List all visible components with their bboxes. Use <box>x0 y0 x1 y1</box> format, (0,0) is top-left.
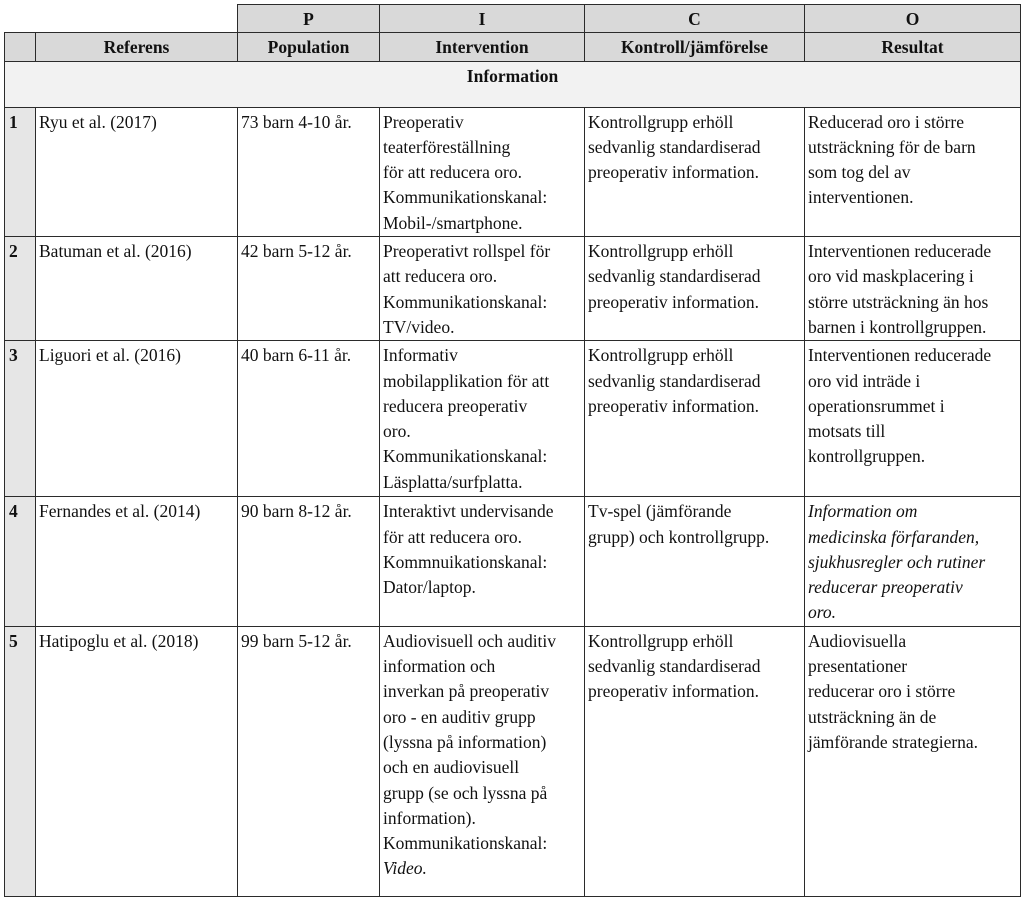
cell-resultat-line: utsträckning för de barn <box>808 136 976 157</box>
section-row <box>5 61 1021 107</box>
pico-c-cell: C <box>585 5 805 33</box>
cell-intervention-line: Video. <box>383 858 427 879</box>
header-referens: Referens <box>36 33 238 61</box>
cell-intervention-line: Mobil-/smartphone. <box>383 212 523 233</box>
table-row <box>5 237 1021 341</box>
pico-o-cell: O <box>805 5 1021 33</box>
cell-resultat-line: sjukhusregler och rutiner <box>808 551 986 572</box>
cell-kontroll-line: sedvanlig standardiserad <box>588 656 761 677</box>
cell-population: 42 barn 5-12 år. <box>238 237 380 341</box>
cell-resultat-line: Reducerad oro i större <box>808 111 964 132</box>
cell-population: 90 barn 8-12 år. <box>238 497 380 626</box>
cell-intervention-line: Kommunikationskanal: <box>383 833 548 854</box>
cell-referens: Fernandes et al. (2014) <box>36 497 238 626</box>
pico-table <box>4 4 1021 897</box>
cell-kontroll-line: sedvanlig standardiserad <box>588 370 761 391</box>
cell-intervention <box>380 497 585 626</box>
cell-kontroll-line: preoperativ information. <box>588 162 760 183</box>
row-number: 5 <box>5 626 36 896</box>
cell-kontroll-line: preoperativ information. <box>588 681 760 702</box>
cell-kontroll-line: Tv-spel (jämförande <box>588 501 732 522</box>
table-row <box>5 497 1021 626</box>
cell-referens: Liguori et al. (2016) <box>36 341 238 497</box>
pico-i-cell: I <box>380 5 585 33</box>
header-kontroll: Kontroll/jämförelse <box>585 33 805 61</box>
cell-resultat-line: presentationer <box>808 656 908 677</box>
cell-intervention-line: information och <box>383 656 496 677</box>
cell-population: 73 barn 4-10 år. <box>238 107 380 236</box>
cell-population: 99 barn 5-12 år. <box>238 626 380 896</box>
cell-resultat-line: som tog del av <box>808 162 911 183</box>
cell-intervention-line: oro - en auditiv grupp <box>383 706 536 727</box>
cell-intervention-line: för att reducera oro. <box>383 526 522 547</box>
cell-intervention-line: (lyssna på information) <box>383 731 547 752</box>
cell-referens: Ryu et al. (2017) <box>36 107 238 236</box>
cell-resultat-line: Information om <box>808 501 918 522</box>
cell-referens: Hatipoglu et al. (2018) <box>36 626 238 896</box>
cell-intervention-line: Kommnuikationskanal: <box>383 551 548 572</box>
cell-kontroll-line: Kontrollgrupp erhöll <box>588 630 734 651</box>
cell-resultat-line: oro. <box>808 602 837 623</box>
cell-population: 40 barn 6-11 år. <box>238 341 380 497</box>
cell-kontroll <box>585 237 805 341</box>
pico-letter-row <box>5 5 1021 33</box>
cell-resultat-line: motsats till <box>808 421 886 442</box>
cell-resultat-line: utsträckning än de <box>808 706 937 727</box>
cell-kontroll <box>585 497 805 626</box>
cell-resultat <box>805 497 1021 626</box>
cell-kontroll-line: sedvanlig standardiserad <box>588 136 761 157</box>
header-resultat: Resultat <box>805 33 1021 61</box>
cell-resultat-line: Interventionen reducerade <box>808 345 992 366</box>
cell-kontroll-line: Kontrollgrupp erhöll <box>588 111 734 132</box>
cell-resultat-line: kontrollgruppen. <box>808 446 926 467</box>
cell-intervention-line: reducera preoperativ <box>383 395 528 416</box>
cell-resultat <box>805 237 1021 341</box>
cell-intervention-line: grupp (se och lyssna på <box>383 782 548 803</box>
cell-resultat <box>805 626 1021 896</box>
row-number: 2 <box>5 237 36 341</box>
cell-intervention <box>380 626 585 896</box>
cell-kontroll-line: preoperativ information. <box>588 291 760 312</box>
cell-kontroll <box>585 341 805 497</box>
cell-intervention-line: Läsplatta/surfplatta. <box>383 471 523 492</box>
cell-kontroll-line: grupp) och kontrollgrupp. <box>588 526 770 547</box>
table-body <box>5 107 1021 896</box>
table-row <box>5 626 1021 896</box>
header-intervention: Intervention <box>380 33 585 61</box>
table-row <box>5 107 1021 236</box>
cell-kontroll-line: preoperativ information. <box>588 395 760 416</box>
cell-intervention <box>380 237 585 341</box>
cell-intervention-line: Kommunikationskanal: <box>383 187 548 208</box>
cell-resultat-line: större utsträckning än hos <box>808 291 989 312</box>
cell-intervention-line: mobilapplikation för att <box>383 370 550 391</box>
cell-intervention-line: Preoperativ <box>383 111 464 132</box>
cell-kontroll <box>585 107 805 236</box>
cell-intervention-line: och en audiovisuell <box>383 757 520 778</box>
cell-resultat <box>805 107 1021 236</box>
row-number: 1 <box>5 107 36 236</box>
cell-intervention-line: Interaktivt undervisande <box>383 501 554 522</box>
cell-intervention-line: inverkan på preoperativ <box>383 681 550 702</box>
cell-intervention-line: Kommunikationskanal: <box>383 291 548 312</box>
cell-resultat-line: interventionen. <box>808 187 914 208</box>
cell-intervention-line: information). <box>383 807 476 828</box>
cell-resultat-line: Interventionen reducerade <box>808 241 992 262</box>
cell-intervention-line: TV/video. <box>383 316 455 337</box>
cell-resultat-line: reducerar oro i större <box>808 681 956 702</box>
pico-blank-cell <box>5 5 238 33</box>
cell-resultat-line: oro vid inträde i <box>808 370 921 391</box>
row-number: 3 <box>5 341 36 497</box>
cell-kontroll-line: Kontrollgrupp erhöll <box>588 241 734 262</box>
cell-intervention-line: Audiovisuell och auditiv <box>383 630 557 651</box>
section-title: Information <box>5 61 1021 107</box>
cell-kontroll-line: sedvanlig standardiserad <box>588 266 761 287</box>
row-number: 4 <box>5 497 36 626</box>
table-row <box>5 341 1021 497</box>
cell-resultat <box>805 341 1021 497</box>
cell-intervention-line: Dator/laptop. <box>383 577 476 598</box>
cell-resultat-line: barnen i kontrollgruppen. <box>808 316 987 337</box>
cell-intervention-line: oro. <box>383 421 411 442</box>
header-population: Population <box>238 33 380 61</box>
cell-resultat-line: operationsrummet i <box>808 395 945 416</box>
cell-resultat-line: reducerar preoperativ <box>808 577 963 598</box>
cell-kontroll-line: Kontrollgrupp erhöll <box>588 345 734 366</box>
cell-intervention <box>380 341 585 497</box>
header-num-cell <box>5 33 36 61</box>
cell-intervention-line: Preoperativt rollspel för <box>383 241 551 262</box>
cell-intervention <box>380 107 585 236</box>
cell-intervention-line: Kommunikationskanal: <box>383 446 548 467</box>
cell-referens: Batuman et al. (2016) <box>36 237 238 341</box>
cell-resultat-line: Audiovisuella <box>808 630 907 651</box>
cell-resultat-line: medicinska förfaranden, <box>808 526 980 547</box>
cell-resultat-line: jämförande strategierna. <box>808 731 979 752</box>
cell-intervention-line: teaterföreställning <box>383 136 511 157</box>
cell-kontroll <box>585 626 805 896</box>
column-header-row <box>5 33 1021 61</box>
cell-intervention-line: att reducera oro. <box>383 266 498 287</box>
cell-intervention-line: för att reducera oro. <box>383 162 522 183</box>
cell-intervention-line: Informativ <box>383 345 458 366</box>
pico-p-cell: P <box>238 5 380 33</box>
cell-resultat-line: oro vid maskplacering i <box>808 266 974 287</box>
